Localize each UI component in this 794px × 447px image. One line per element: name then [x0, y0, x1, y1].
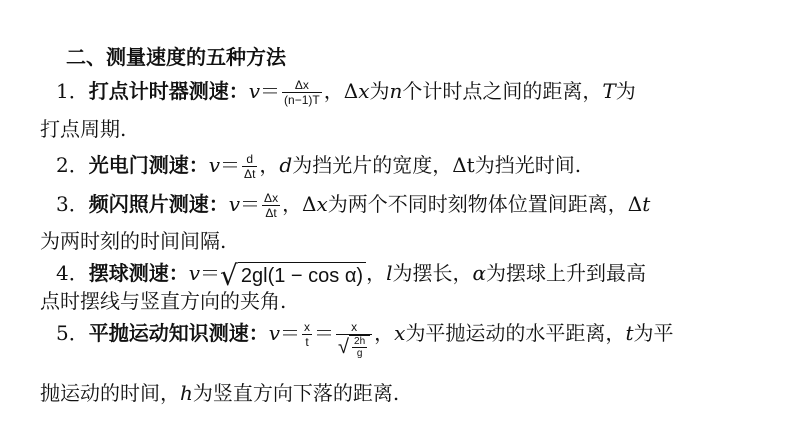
fraction	[242, 152, 257, 181]
fraction-x-over-sqrt	[336, 320, 372, 359]
item-number: 5．	[56, 321, 89, 345]
text: 为平	[633, 321, 674, 345]
item-title: 打点计时器测速：	[88, 79, 249, 103]
item-number: 3．	[56, 192, 89, 216]
fraction	[262, 191, 280, 220]
fraction-denominator: Δt	[244, 167, 256, 181]
item-3-continuation: 为两时刻的时间间隔.	[40, 229, 227, 253]
fraction-numerator: Δx	[264, 191, 279, 205]
var-v: v	[228, 192, 241, 216]
var-t: t	[625, 321, 634, 345]
var-h: h	[180, 381, 193, 405]
fraction-denominator	[336, 334, 372, 359]
item-number: 2．	[56, 153, 89, 177]
var-x: x	[316, 192, 328, 216]
item-2	[56, 150, 750, 181]
var-x: x	[358, 79, 370, 103]
text: 为两个不同时刻物体位置间距离，Δ	[327, 192, 643, 216]
item-number: 1．	[56, 79, 89, 103]
text: 为平抛运动的水平距离，	[405, 321, 626, 345]
item-title: 光电门测速：	[88, 153, 209, 177]
item-title: 平抛运动知识测速：	[88, 321, 269, 345]
text: ，	[374, 321, 395, 345]
item-5	[56, 318, 750, 359]
equals: ＝	[220, 153, 241, 177]
section-heading: 二、测量速度的五种方法	[66, 45, 286, 69]
text: 为竖直方向下落的距离.	[192, 381, 400, 405]
item-1	[56, 76, 750, 107]
item-4-continuation: 点时摆线与竖直方向的夹角.	[40, 289, 287, 313]
item-title: 频闪照片测速：	[88, 192, 229, 216]
fraction-2h-over-g	[352, 336, 367, 359]
equals: ＝	[240, 192, 261, 216]
fraction-denominator: Δt	[262, 205, 280, 220]
var-n: n	[389, 79, 403, 103]
text: 个计时点之间的距离，	[402, 79, 603, 103]
text: ，Δ	[323, 79, 359, 103]
item-title: 摆球测速：	[88, 261, 189, 285]
text: 为摆球上升到最高	[485, 261, 646, 285]
text: 为	[369, 79, 390, 103]
text: ，	[366, 261, 387, 285]
fraction-numerator: x	[304, 320, 311, 334]
var-v: v	[188, 261, 201, 285]
var-d: d	[279, 153, 293, 177]
text: 为	[615, 79, 636, 103]
fraction-denominator: g	[352, 347, 367, 359]
text: ，Δ	[282, 192, 317, 216]
text: 为摆长，	[392, 261, 473, 285]
text: 为挡光片的宽度，Δt为挡光时间.	[292, 153, 582, 177]
var-v: v	[268, 321, 281, 345]
fraction-numerator: d	[246, 152, 254, 166]
var-v: v	[248, 79, 261, 103]
item-1-continuation: 打点周期.	[40, 117, 127, 141]
item-4	[56, 258, 750, 290]
square-root	[338, 335, 370, 359]
item-5-continuation	[40, 378, 750, 408]
text: 抛运动的时间，	[40, 381, 180, 405]
var-v: v	[208, 153, 221, 177]
fraction-numerator: Δx	[294, 78, 309, 92]
fraction-numerator: 2h	[354, 336, 366, 347]
item-number: 4．	[56, 261, 89, 285]
fraction-denominator: (n−1)T	[284, 93, 320, 107]
radical-sign: √	[338, 336, 350, 358]
fraction-x-over-t	[302, 320, 312, 349]
radical-sign: √	[220, 258, 238, 292]
var-x: x	[394, 321, 406, 345]
equals: ＝	[314, 321, 335, 345]
var-T: T	[602, 79, 616, 103]
fraction-denominator: t	[302, 334, 312, 349]
equals: ＝	[200, 261, 221, 285]
equals: ＝	[260, 79, 281, 103]
equals: ＝	[280, 321, 301, 345]
item-3	[56, 189, 750, 220]
var-alpha: α	[472, 261, 486, 285]
fraction-numerator: x	[351, 320, 358, 334]
radicand	[349, 335, 370, 359]
var-l: l	[386, 261, 393, 285]
fraction	[282, 78, 322, 107]
var-t: t	[642, 192, 651, 216]
radicand: 2gl(1 − cos α)	[238, 262, 366, 289]
text: ，	[259, 153, 280, 177]
